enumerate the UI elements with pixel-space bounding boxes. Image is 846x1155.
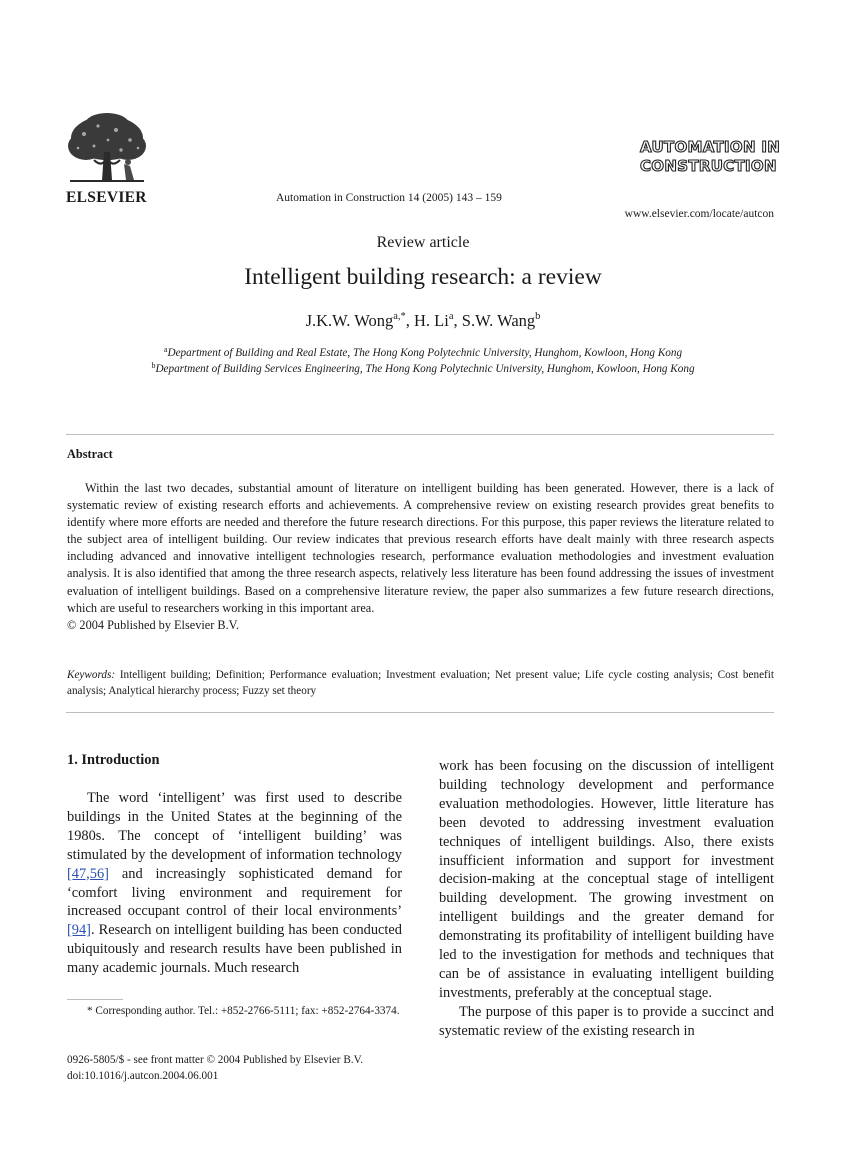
keywords bbox=[67, 668, 774, 699]
author-affil-mark: a,* bbox=[393, 311, 406, 322]
affiliation-a bbox=[0, 345, 846, 359]
footnote-divider bbox=[67, 999, 123, 1000]
issn-line: 0926-5805/$ - see front matter © 2004 Published by Elsevier B.V. bbox=[67, 1054, 364, 1066]
article-type: Review article bbox=[376, 234, 470, 251]
elsevier-tree-logo bbox=[64, 112, 150, 188]
text-run: . Research on intelligent building has been conducted ubiquitously and research results have been published in many academic journals. Much research bbox=[67, 922, 402, 977]
publisher-name: ELSEVIER bbox=[66, 189, 147, 206]
keywords-label: Keywords: bbox=[67, 669, 116, 681]
citation-link[interactable]: [94] bbox=[67, 922, 91, 939]
author-affil-mark: b bbox=[535, 311, 541, 322]
affil-mark: b bbox=[151, 361, 156, 370]
affil-text: Department of Building Services Engineering, The Hong Kong Polytechnic University, Hunghom, Kowloon, Hong Kong bbox=[155, 363, 695, 375]
front-matter bbox=[67, 1053, 363, 1084]
author-separator: , bbox=[453, 311, 462, 330]
intro-paragraph bbox=[67, 789, 402, 978]
journal-name-line1: AUTOMATION IN bbox=[640, 138, 781, 156]
affil-mark: a bbox=[163, 345, 168, 354]
keywords-list: Intelligent building; Definition; Performance evaluation; Investment evaluation; Net present value; Life cycle costing analysis; Cost benefit analysis; Analytical hierarchy process; Fuzzy set theory bbox=[67, 669, 774, 697]
author-name: S.W. Wang bbox=[461, 311, 536, 330]
citation-link[interactable]: [47,56] bbox=[67, 865, 109, 882]
author-affil-mark: a bbox=[448, 311, 454, 322]
doi-line[interactable]: doi:10.1016/j.autcon.2004.06.001 bbox=[67, 1069, 219, 1082]
right-column-text bbox=[439, 757, 774, 1041]
intro-paragraph: The purpose of this paper is to provide a succinct and systematic review of the existing research in bbox=[439, 1003, 774, 1039]
divider bbox=[66, 712, 774, 713]
author-name: H. Li bbox=[414, 311, 449, 330]
text-run: The word ‘intelligent’ was first used to describe buildings in the United States at the beginning of the 1980s. The concept of ‘intelligent building’ was stimulated by the development of information technology bbox=[67, 790, 402, 863]
section-heading: 1. Introduction bbox=[67, 752, 160, 768]
author-separator: , bbox=[405, 311, 414, 330]
affiliation-b bbox=[0, 361, 846, 375]
author-list bbox=[0, 311, 846, 331]
corresponding-author-footnote: * Corresponding author. Tel.: +852-2766-5111; fax: +852-2764-3374. bbox=[87, 1005, 400, 1017]
journal-url-link[interactable]: www.elsevier.com/locate/autcon bbox=[624, 208, 774, 220]
abstract-body bbox=[67, 480, 774, 634]
text-run: and increasingly sophisticated demand for ‘comfort living environment and requirement for increased occupant control of their local environments’ bbox=[67, 865, 402, 920]
left-column-text bbox=[67, 789, 402, 978]
author-name: J.K.W. Wong bbox=[305, 311, 394, 330]
abstract-heading: Abstract bbox=[67, 447, 113, 461]
divider bbox=[66, 434, 774, 435]
copyright-line: © 2004 Published by Elsevier B.V. bbox=[67, 617, 240, 632]
journal-name-logo bbox=[640, 138, 780, 176]
intro-paragraph-continued: work has been focusing on the discussion of intelligent building technology development and performance evaluation methodologies. However, little literature has been devoted to addressing investment evaluation techniques of intelligent buildings. Also, there exists insufficient information and support for investment decision-making at the conceptual stage of intelligent building development. The growing investment on intelligent buildings and the greater demand for demonstrating its profitability of intelligent building have led to the investigation for methods and techniques that can be of assistance in evaluating intelligent building investments, preferably at the conceptual stage. bbox=[439, 758, 774, 1001]
affil-text: Department of Building and Real Estate, The Hong Kong Polytechnic University, Hunghom, Kowloon, Hong Kong bbox=[167, 347, 683, 359]
paper-title: Intelligent building research: a review bbox=[244, 264, 602, 290]
abstract-text: Within the last two decades, substantial amount of literature on intelligent building has been generated. However, there is a lack of systematic review of existing research efforts and achievements. A comprehensive review on existing research provides great benefits to identify where more efforts are needed and therefore the future research directions. For this purpose, this paper reviews the literature related to the subject area of intelligent building. Our review indicates that previous research efforts have dealt mainly with three research aspects including advanced and innovative intelligent technologies research, performance evaluation methodologies and investment evaluation analysis. It is also identified that among the three research aspects, relatively less literature has been found addressing the issues of investment evaluation of intelligent buildings. Based on a comprehensive literature review, the paper also summarizes a few future research directions, which are useful to researchers working in this important area. bbox=[67, 481, 774, 615]
journal-name-line2: CONSTRUCTION bbox=[640, 157, 777, 175]
journal-citation: Automation in Construction 14 (2005) 143 – 159 bbox=[276, 192, 502, 204]
